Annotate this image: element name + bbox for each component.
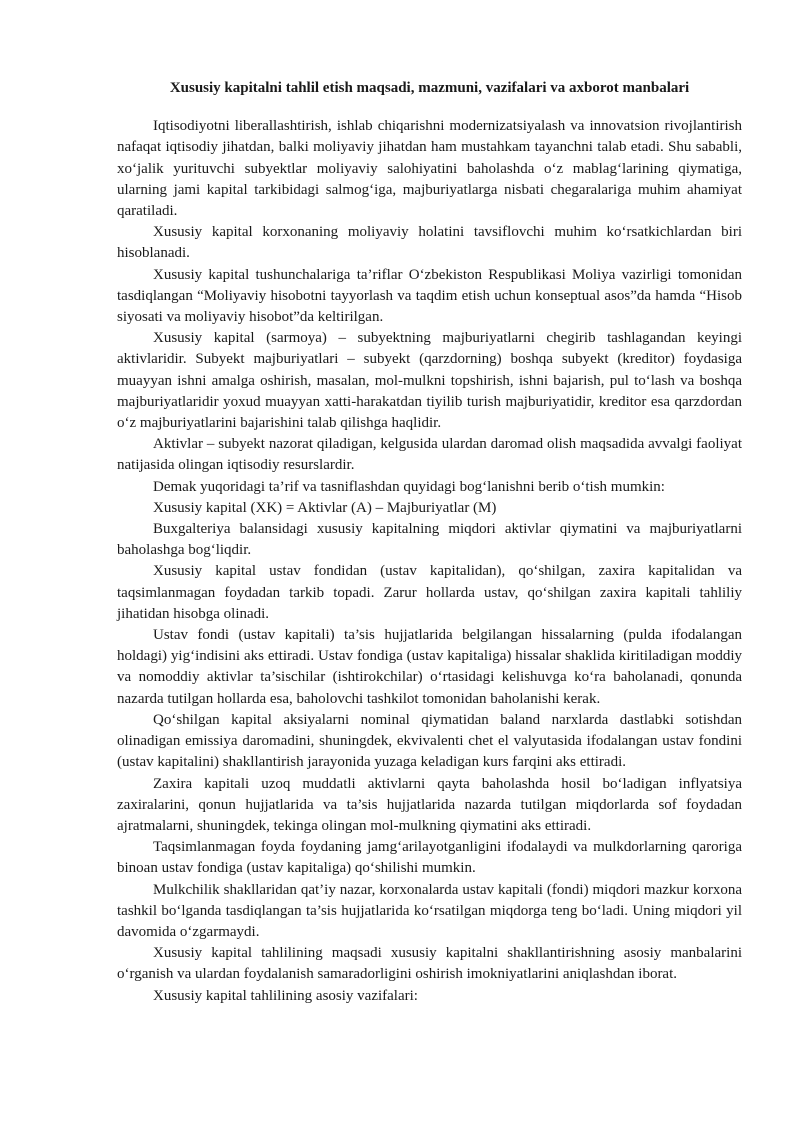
paragraph-added-capital: Qo‘shilgan kapital aksiyalarni nominal qiymatidan baland narxlarda dastlabki sotishdan olinadigan emissiya daromadini, shuningdek, ekvivalenti chet el valyutasida ifodalangan ustav fondini (ustav kapitalini) shakllantirish jarayonida yuzaga keladigan kurs farqini aks ettiradi.: [117, 711, 742, 771]
paragraph-analysis-tasks: Xususiy kapital tahlilining asosiy vazifalari:: [153, 987, 418, 1004]
paragraph-balance-valuation: Buxgalteriya balansidagi xususiy kapitalning miqdori aktivlar qiymatini va majburiyatlarni baholashga bog‘liqdir.: [117, 521, 742, 559]
paragraph-assets-definition: Aktivlar – subyekt nazorat qiladigan, kelgusida ulardan daromad olish maqsadida avvalgi faoliyat natijasida olingan iqtisodiy resurslardir.: [117, 436, 742, 474]
paragraph-reserve-capital: Zaxira kapitali uzoq muddatli aktivlarni qayta baholashda hosil bo‘ladigan inflyatsiya zaxiralarini, qonun hujjatlarida va ta’sis hujjatlarida nazarda tutilgan miqdorlarda sof foydadan ajratmalarni, shuningdek, tekinga olingan mol-mulkning qiymatini aks ettiradi.: [117, 775, 742, 834]
paragraph-intro: Iqtisodiyotni liberallashtirish, ishlab chiqarishni modernizatsiyalash va innovatsion rivojlantirish nafaqat iqtisodiy jihatdan, balki moliyaviy jihatdan ham mustahkam tayanchni talab etadi. Shu sababli, xo‘jalik yurituvchi subyektlar moliyaviy salohiyatini baholashda o‘z mablag‘larining qiymatiga, ularning jami kapital tarkibidagi salmog‘iga, majburiyatlarga nisbati chegaralariga muhim ahamiyat qaratiladi.: [117, 118, 742, 220]
paragraph-charter-fund: Ustav fondi (ustav kapitali) ta’sis hujjatlarida belgilangan hissalarning (pulda ifodalangan holdagi) yig‘indisini aks ettiradi. Ustav fondiga (ustav kapitaliga) hissalar shaklida kiritiladigan moddiy va nomoddiy aktivlar ta’sischilar (ishtirokchilar) o‘rtasidagi kelishuvga ko‘ra baholanadi, qonunda nazarda tutilgan hollarda esa, baholovchi tashkilot tomonidan baholanishi kerak.: [117, 627, 742, 707]
paragraph-relation-intro: Demak yuqoridagi ta’rif va tasniflashdan quyidagi bog‘lanishni berib o‘tish mumkin:: [153, 478, 665, 495]
paragraph-definitions-source: Xususiy kapital tushunchalariga ta’riflar O‘zbekiston Respublikasi Moliya vazirligi tomonidan tasdiqlangan “Moliyaviy hisobotni tayyorlash va taqdim etish uchun konseptual asos”da hamda “Hisob siyosati va moliyaviy hisobot”da keltirilgan.: [117, 266, 742, 326]
document-page: [117, 70, 742, 1007]
paragraph-capital-composition: Xususiy kapital ustav fondidan (ustav kapitalidan), qo‘shilgan, zaxira kapitalidan va taqsimlanmagan foydadan tarkib topadi. Zarur hollarda ustav, qo‘shilgan zaxira kapitali tahliliy jihatidan hisobga olinadi.: [117, 563, 742, 622]
paragraph-capital-indicator: Xususiy kapital korxonaning moliyaviy holatini tavsiflovchi muhim ko‘rsatkichlardan biri hisoblanadi.: [117, 224, 742, 262]
paragraph-retained-earnings: Taqsimlanmagan foyda foydaning jamg‘arilayotganligini ifodalaydi va mulkdorlarning qaroriga binoan ustav fondiga (ustav kapitaliga) qo‘shilishi mumkin.: [117, 839, 742, 877]
paragraph-charter-size: Mulkchilik shakllaridan qat’iy nazar, korxonalarda ustav kapitali (fondi) miqdori mazkur korxona tashkil bo‘lganda tasdiqlangan ta’sis hujjatlarida ko‘rsatilgan miqdorga teng bo‘ladi. Uning miqdori yil davomida o‘zgarmaydi.: [117, 881, 742, 940]
formula-line: Xususiy kapital (XK) = Aktivlar (A) – Majburiyatlar (M): [153, 499, 497, 516]
document-title: Xususiy kapitalni tahlil etish maqsadi, mazmuni, vazifalari va axborot manbalari: [169, 80, 690, 96]
paragraph-analysis-goal: Xususiy kapital tahlilining maqsadi xususiy kapitalni shakllantirishning asosiy manbalarini o‘rganish va ulardan foydalanish samaradorligini oshirish imokniyatlarini aniqlashdan iborat.: [117, 945, 742, 983]
paragraph-capital-definition: Xususiy kapital (sarmoya) – subyektning majburiyatlarni chegirib tashlagandan keyingi aktivlaridir. Subyekt majburiyatlari – subyekt (qarzdorning) boshqa subyekt (kreditor) foydasiga muayyan ishni amalga oshirish, masalan, mol-mulkni topshirish, ishni bajarish, pul to‘lash va boshqa majburiyatlaridir yoxud muayyan xatti-harakatdan tiyilib turish majburiyatidir, kreditor esa qarzdordan o‘z majburiyatlarini bajarishini talab qilishga haqlidir.: [117, 330, 742, 432]
